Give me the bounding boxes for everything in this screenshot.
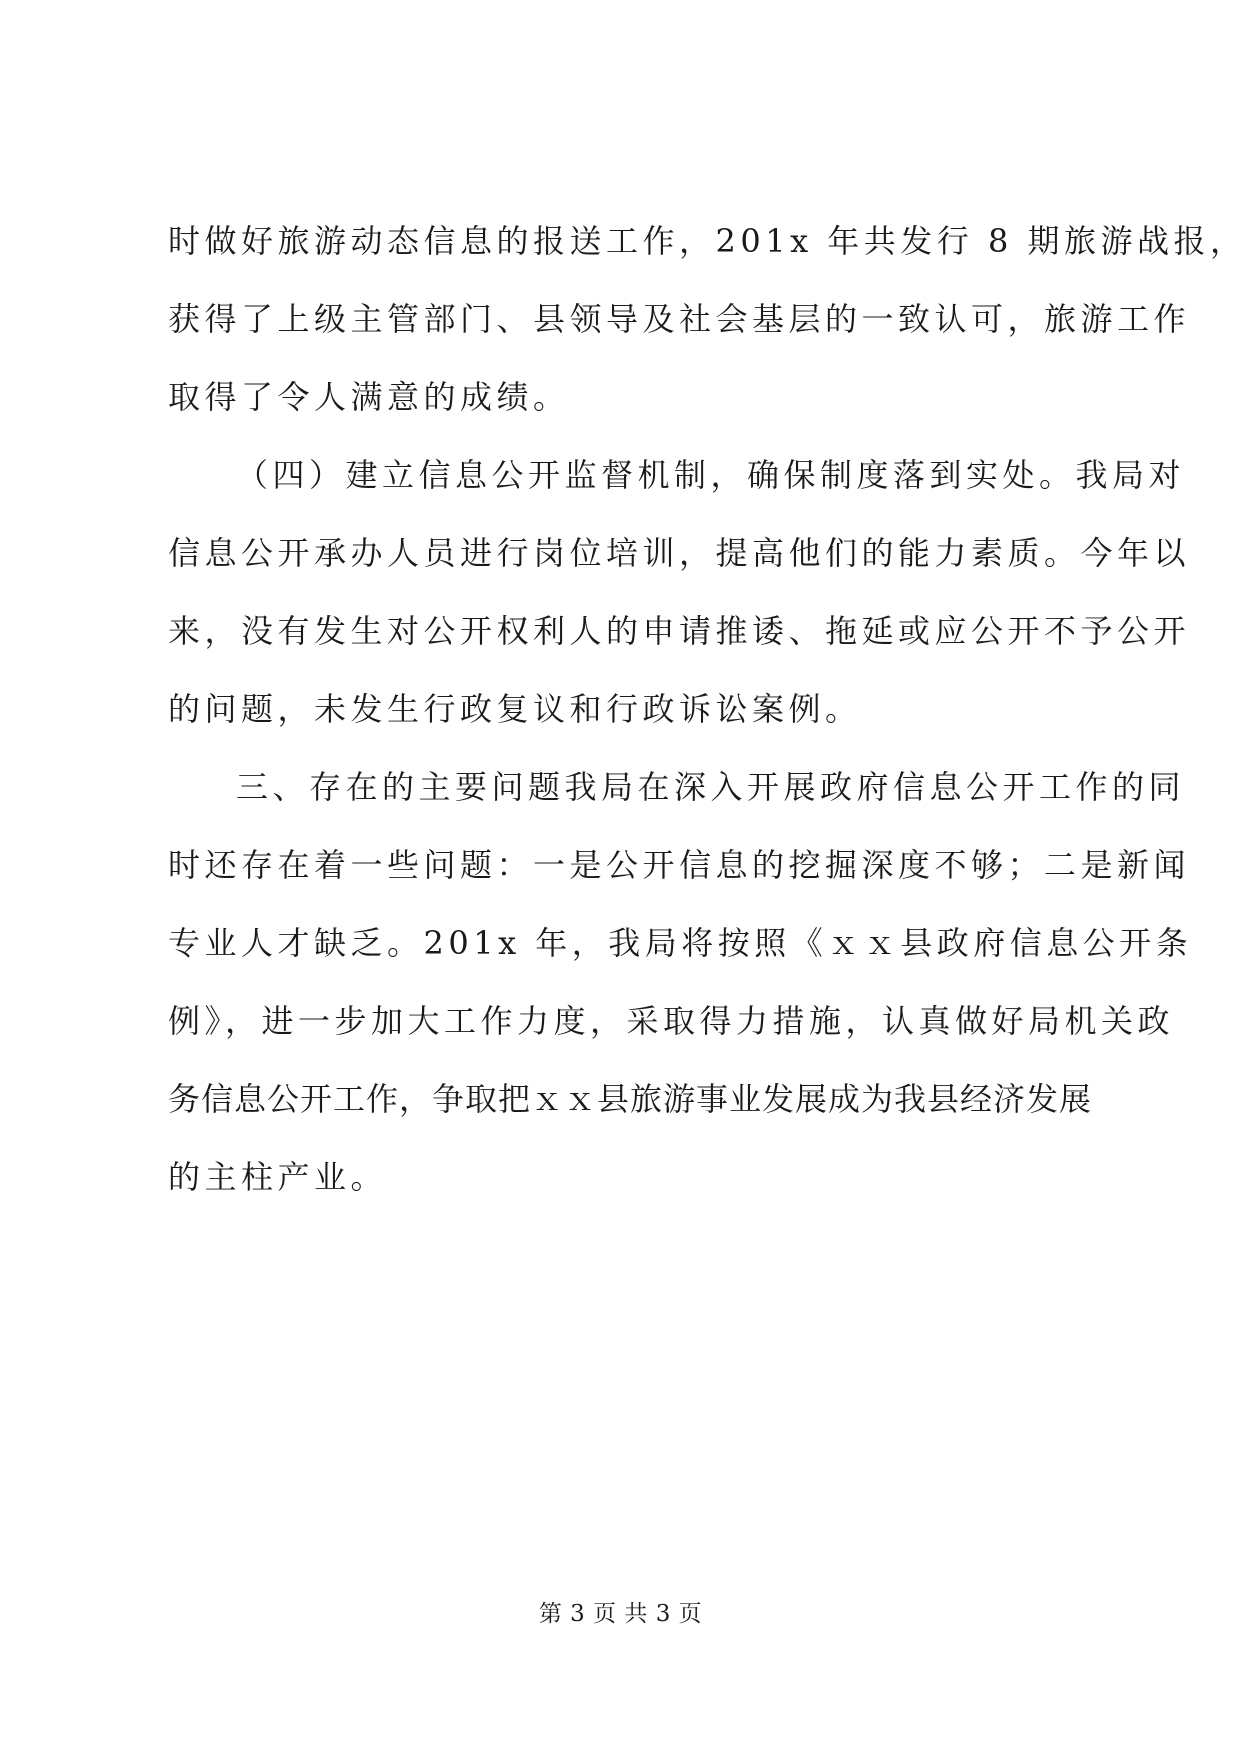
document-body: [168, 202, 1247, 1216]
text-line: 例》，进一步加大工作力度，采取得力措施，认真做好局机关政: [168, 1002, 1175, 1040]
text-line: 获得了上级主管部门、县领导及社会基层的一致认可，旅游工作: [168, 300, 1191, 338]
text-line: 时还存在着一些问题：一是公开信息的挖掘深度不够；二是新闻: [168, 846, 1191, 884]
text-line: 的主柱产业。: [168, 1158, 388, 1196]
page-number-footer: 第 3 页 共 3 页: [538, 1601, 703, 1627]
text-line: 取得了令人满意的成绩。: [168, 378, 570, 416]
text-line: 来，没有发生对公开权利人的申请推诿、拖延或应公开不予公开: [168, 612, 1191, 650]
text-line: 时做好旅游动态信息的报送工作，201x 年共发行 8 期旅游战报，: [168, 222, 1247, 260]
paragraph-start-line: （四）建立信息公开监督机制，确保制度落到实处。我局对: [236, 456, 1186, 494]
text-line: 信息公开承办人员进行岗位培训，提高他们的能力素质。今年以: [168, 534, 1191, 572]
paragraph-start-line: 三、存在的主要问题我局在深入开展政府信息公开工作的同: [236, 768, 1186, 806]
text-line: 专业人才缺乏。201x 年，我局将按照《ｘｘ县政府信息公开条: [168, 924, 1193, 962]
text-line: 务信息公开工作，争取把ｘｘ县旅游事业发展成为我县经济发展: [168, 1080, 1093, 1118]
text-line: 的问题，未发生行政复议和行政诉讼案例。: [168, 690, 862, 728]
